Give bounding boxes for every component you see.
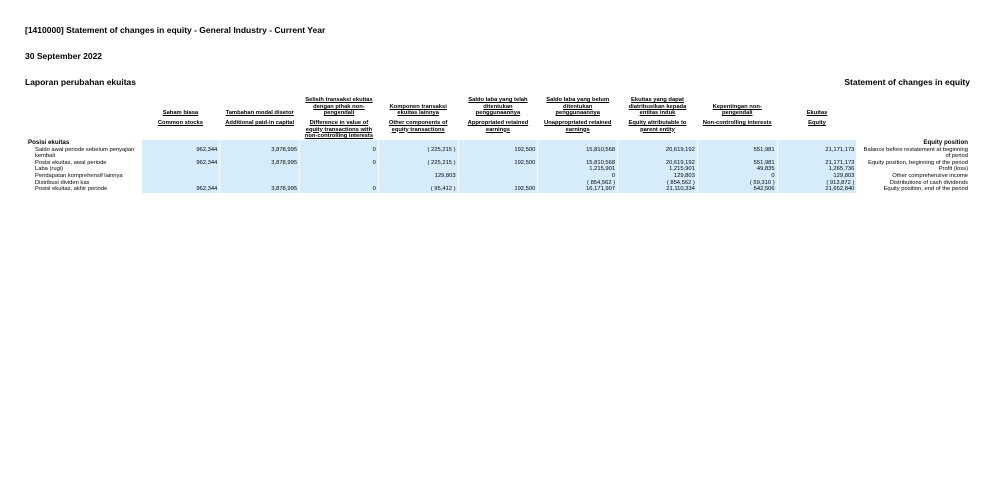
section-row [26, 140, 970, 147]
empty-cell [698, 140, 777, 147]
column-header-en: Equity attributable to parent entity [628, 120, 687, 133]
value-cell [220, 180, 299, 187]
value-cell: 1,215,901 [538, 166, 617, 173]
table-row [26, 166, 970, 173]
empty-cell [778, 140, 857, 147]
header-spacer [857, 117, 970, 140]
table-row [26, 147, 970, 160]
value-cell [142, 180, 220, 187]
column-header-id: Selisih transaksi ekuitas dengan pihak non-pengendali [305, 97, 373, 117]
statement-label-english: Statement of changes in equity [844, 77, 970, 87]
value-cell [379, 180, 458, 187]
column-header-en: Non-controlling interests [702, 120, 772, 126]
row-label-en: Equity position, beginning of the period [868, 159, 968, 166]
value-cell: 962,344 [142, 147, 220, 160]
value-cell: ( 225,215 ) [379, 147, 458, 160]
header-spacer [857, 97, 970, 117]
value-cell: 3,878,995 [220, 186, 299, 193]
column-header-id: Saldo laba yang belum ditentukan penggunaannya [546, 97, 610, 117]
value-cell: ( 225,215 ) [379, 160, 458, 167]
value-cell [300, 166, 378, 173]
empty-cell [300, 140, 378, 147]
value-cell: 129,803 [618, 173, 697, 180]
row-label-en: Equity position, end of the period [883, 186, 968, 193]
value-cell: 192,500 [459, 160, 538, 167]
value-cell: 192,500 [459, 147, 538, 160]
row-label-en: Profit (loss) [938, 166, 968, 173]
value-cell: 20,619,192 [618, 147, 697, 160]
column-header-en: Additional paid-in capital [225, 120, 295, 126]
value-cell: 1,215,901 [618, 166, 697, 173]
row-label-id: Pendapatan komprehensif lainnya [35, 172, 123, 179]
value-cell: 551,981 [698, 160, 777, 167]
value-cell: 0 [300, 160, 378, 167]
column-header-en: Common stocks [157, 120, 203, 126]
row-label-en: Balance before restatement at beginning of period [863, 146, 968, 160]
value-cell [459, 173, 538, 180]
column-header-id: Saham biasa [162, 110, 199, 117]
value-cell: 192,500 [459, 186, 538, 193]
row-label-id: Posisi ekuitas, awal periode [35, 159, 107, 166]
header-spacer [26, 117, 141, 140]
column-header-id: Komponen transaksi ekuitas lainnya [389, 103, 447, 117]
value-cell: ( 854,562 ) [618, 180, 697, 187]
value-cell: 542,506 [698, 186, 777, 193]
column-header-en: Difference in value of equity transactions with non-controlling interests [304, 120, 374, 140]
table-row [26, 173, 970, 180]
value-cell: 3,878,995 [220, 147, 299, 160]
value-cell: 962,344 [142, 186, 220, 193]
empty-cell [220, 140, 299, 147]
table-row [26, 160, 970, 167]
column-header-en: Unappropriated retained earnings [544, 120, 612, 133]
value-cell: 21,652,840 [778, 186, 857, 193]
row-label-id: Laba (rugi) [35, 166, 64, 173]
section-label-en: Equity position [923, 139, 968, 146]
empty-cell [618, 140, 697, 147]
value-cell: ( 59,310 ) [698, 180, 777, 187]
column-header-id: Ekuitas yang dapat diatribusikan kepada entitas induk [628, 97, 687, 117]
value-cell: 21,171,173 [778, 147, 857, 160]
value-cell: ( 854,562 ) [538, 180, 617, 187]
header-spacer [26, 97, 141, 117]
value-cell: 0 [300, 147, 378, 160]
empty-cell [538, 140, 617, 147]
value-cell: 962,344 [142, 160, 220, 167]
equity-table [25, 97, 971, 193]
value-cell [142, 166, 220, 173]
value-cell: 16,171,907 [538, 186, 617, 193]
value-cell: 20,619,192 [618, 160, 697, 167]
report-title: [1410000] Statement of changes in equity - General Industry - Current Year [25, 25, 326, 35]
value-cell [300, 173, 378, 180]
row-label-id: Saldo awal periode sebelum penyajian kembali [35, 146, 135, 160]
value-cell: 1,265,736 [778, 166, 857, 173]
value-cell [142, 173, 220, 180]
table-row [26, 186, 970, 193]
column-header-en: Other components of equity transactions [388, 120, 448, 133]
value-cell: 0 [300, 186, 378, 193]
value-cell [220, 166, 299, 173]
value-cell [379, 166, 458, 173]
value-cell: 129,803 [379, 173, 458, 180]
value-cell: 21,171,173 [778, 160, 857, 167]
empty-cell [379, 140, 458, 147]
column-header-en: Appropriated retained earnings [467, 120, 529, 133]
header-row-indonesian [26, 97, 970, 117]
value-cell: 21,110,334 [618, 186, 697, 193]
value-cell: 129,803 [778, 173, 857, 180]
value-cell: ( 95,412 ) [379, 186, 458, 193]
empty-cell [142, 140, 220, 147]
row-label-en: Distributions of cash dividends [889, 179, 968, 186]
value-cell: 15,810,568 [538, 147, 617, 160]
column-header-id: Saldo laba yang telah ditentukan penggunaannya [468, 97, 528, 117]
column-header-id: Tambahan modal disetor [225, 110, 294, 117]
statement-label-indonesian: Laporan perubahan ekuitas [25, 77, 136, 87]
value-cell: 551,981 [698, 147, 777, 160]
value-cell: 15,810,568 [538, 160, 617, 167]
column-header-id: Ekuitas [806, 110, 828, 117]
value-cell: 49,835 [698, 166, 777, 173]
column-header-id: Kepentingan non-pengendali [712, 103, 762, 117]
row-label-id: Distribusi dividen kas [35, 179, 90, 186]
report-period: 30 September 2022 [25, 51, 103, 61]
value-cell: 0 [538, 173, 617, 180]
value-cell [220, 173, 299, 180]
section-label-id: Posisi ekuitas [28, 139, 70, 146]
value-cell: 3,878,995 [220, 160, 299, 167]
value-cell: 0 [698, 173, 777, 180]
value-cell: ( 913,872 ) [778, 180, 857, 187]
value-cell [459, 180, 538, 187]
value-cell [459, 166, 538, 173]
row-label-en: Other comprehensive income [892, 172, 968, 179]
value-cell [300, 180, 378, 187]
column-header-en: Equity [808, 120, 826, 126]
table-row [26, 180, 970, 187]
row-label-id: Posisi ekuitas, akhir periode [35, 186, 108, 193]
header-row-english [26, 117, 970, 140]
empty-cell [459, 140, 538, 147]
